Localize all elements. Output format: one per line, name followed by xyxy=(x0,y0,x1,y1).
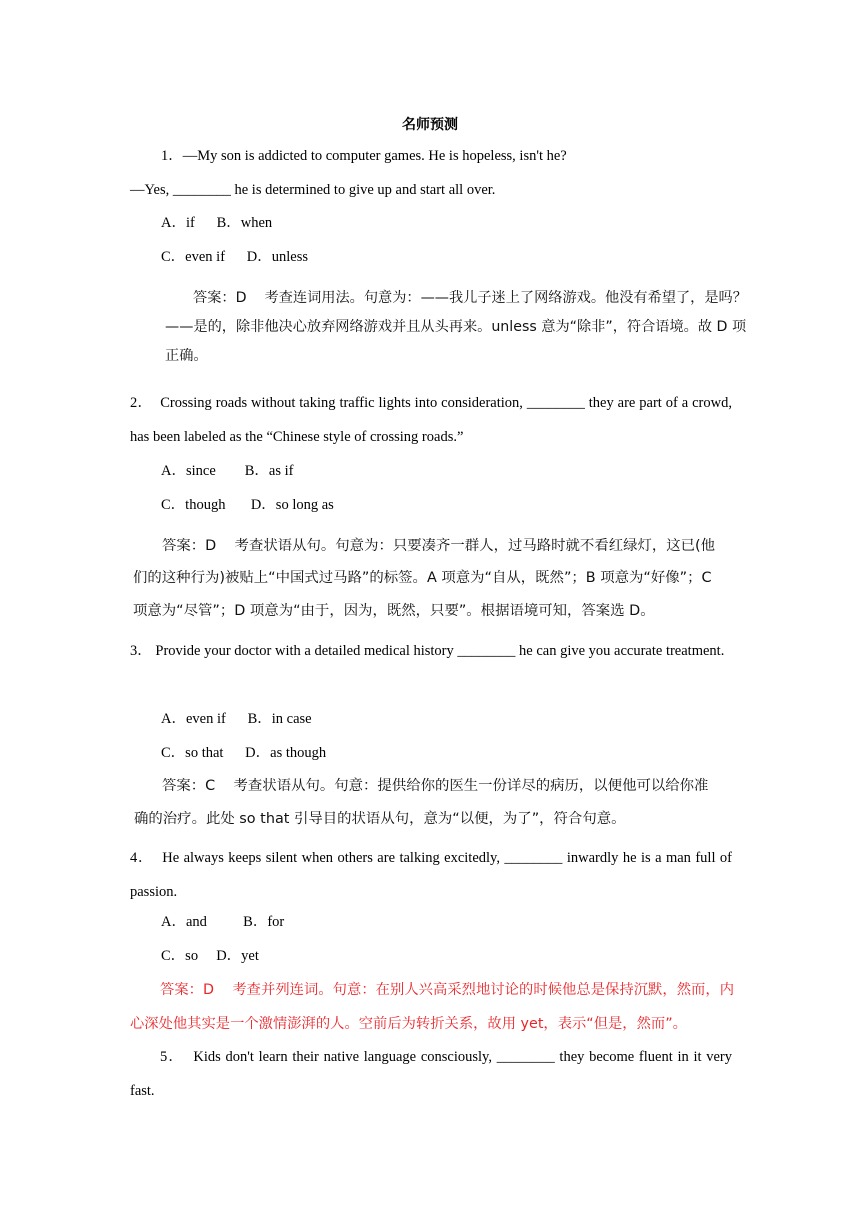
q1-options-row2: C．even if D．unless xyxy=(161,249,308,265)
q2-options-row1: A．since B．as if xyxy=(161,463,294,479)
q1-answer-line1: 答案：D 考查连词用法。句意为：——我儿子迷上了网络游戏。他没有希望了，是吗？ xyxy=(193,290,747,306)
q1-stem: 1．—My son is addicted to computer games. He is hopeless, isn't he? xyxy=(161,148,567,164)
q2-answer-line2: 们的这种行为)被贴上“中国式过马路”的标签。A 项意为“自从，既然”；B 项意为“好像”；C xyxy=(133,570,712,586)
q4-options-row2: C．so D．yet xyxy=(161,948,259,964)
q1-answer-line2: ——是的，除非他决心放弃网络游戏并且从头再来。unless 意为“除非”，符合语境。故 D 项 xyxy=(165,319,747,335)
page-title: 名师预测 xyxy=(402,117,458,133)
q3-options-row1: A．even if B．in case xyxy=(161,711,312,727)
q3-options-row2: C．so that D．as though xyxy=(161,745,327,761)
q3-stem: 3． Provide your doctor with a detailed medical history ________ he can give you accurate treatment. xyxy=(130,643,725,659)
q4-stem: 4． He always keeps silent when others are talking excitedly, ________ inwardly he is a man full of passion. xyxy=(130,850,736,900)
q4-answer: 答案：D 考查并列连词。句意：在别人兴高采烈地讨论的时候他总是保持沉默，然而，内心深处他其实是一个激情澎湃的人。空前后为转折关系，故用 yet，表示“但是，然而”。 xyxy=(130,982,734,1032)
q1-answer-line3: 正确。 xyxy=(165,348,208,364)
q2-answer-line3: 项意为“尽管”；D 项意为“由于，因为，既然，只要”。根据语境可知，答案选 D。 xyxy=(133,603,655,619)
q5-stem: 5． Kids don't learn their native language consciously, ________ they become fluent in it very fast. xyxy=(130,1049,736,1099)
q3-answer-line2: 确的治疗。此处 so that 引导目的状语从句，意为“以便，为了”，符合句意。 xyxy=(134,811,626,827)
q1-stem-line2: —Yes, ________ he is determined to give up and start all over. xyxy=(130,182,496,198)
q2-options-row2: C．though D．so long as xyxy=(161,497,334,513)
q2-stem: 2． Crossing roads without taking traffic lights into consideration, ________ they are part of a crowd, has been labeled as the “Chinese style of crossing roads.” xyxy=(130,395,736,445)
q3-answer-line1: 答案：C 考查状语从句。句意：提供给你的医生一份详尽的病历，以便他可以给你准 xyxy=(162,778,709,794)
q4-options-row1: A．and B．for xyxy=(161,914,285,930)
q2-answer-line1: 答案：D 考查状语从句。句意为：只要凑齐一群人，过马路时就不看红绿灯，这已(他 xyxy=(162,538,716,554)
q1-options-row1: A．if B．when xyxy=(161,215,273,231)
